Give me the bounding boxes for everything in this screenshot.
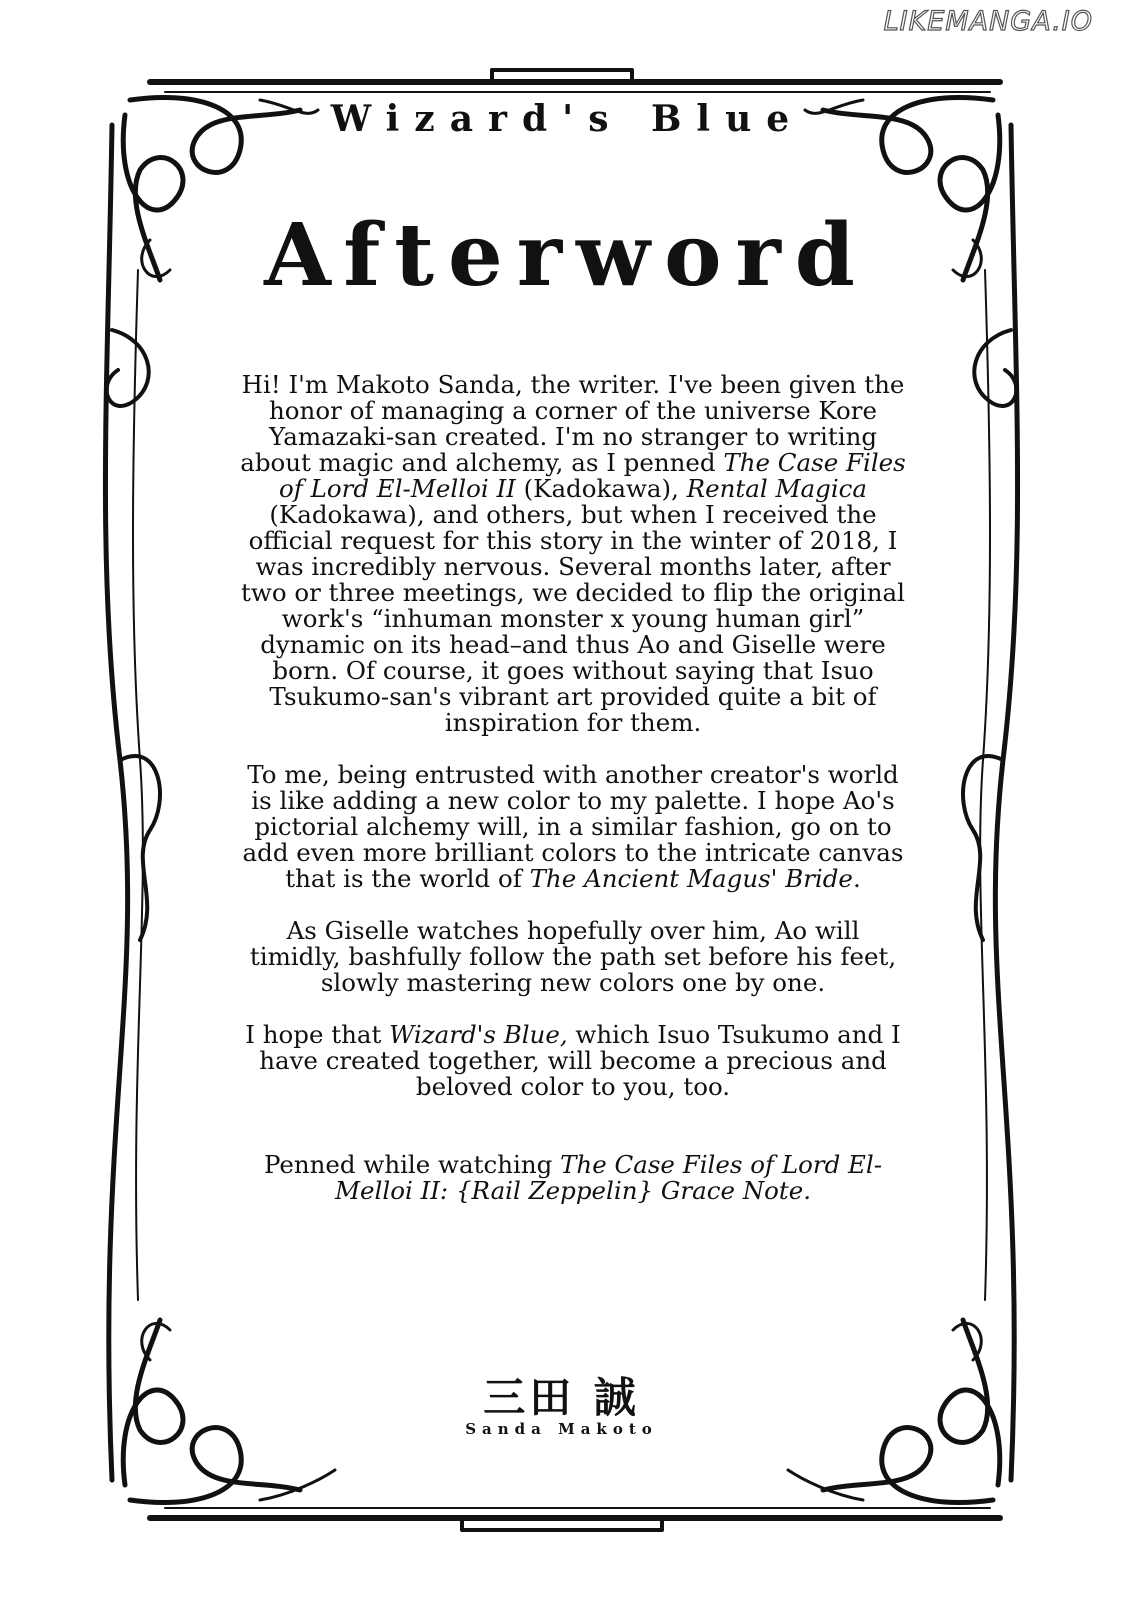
paragraph-1-title-a: The Case Files of Lord El-Melloi II bbox=[279, 448, 906, 503]
paragraph-1-text-b: (Kadokawa), bbox=[515, 474, 687, 503]
paragraph-2-text-a: To me, being entrusted with another creator's world is like adding a new color to my palette. I hope Ao's pictorial alchemy will, in a similar fashion, go on to add even more brilliant colors to the intricate canvas that is the world of bbox=[242, 760, 904, 893]
paragraph-3: As Giselle watches hopefully over him, Ao will timidly, bashfully follow the path set before his feet, slowly mastering new colors one by one. bbox=[249, 916, 897, 997]
paragraph-2 bbox=[240, 762, 906, 892]
paragraph-4-title: Wizard's Blue, bbox=[389, 1020, 568, 1049]
paragraph-2-text-b: . bbox=[852, 864, 861, 893]
page-title: Afterword bbox=[264, 205, 869, 306]
paragraph-5 bbox=[240, 1152, 906, 1204]
series-title: Wizard's Blue bbox=[330, 98, 805, 140]
paragraph-1 bbox=[240, 372, 906, 736]
paragraph-5-text: Penned while watching bbox=[263, 1150, 561, 1179]
author-name-romaji: Sanda Makoto bbox=[465, 1420, 658, 1438]
paragraph-4 bbox=[240, 1022, 906, 1100]
paragraph-5-title: The Case Files of Lord El-Melloi II: {Rail Zeppelin} Grace Note. bbox=[334, 1150, 883, 1205]
paragraph-1-title-b: Rental Magica bbox=[686, 474, 867, 503]
paragraph-1-text-c: (Kadokawa), and others, but when I received the official request for this story in the winter of 2018, I was incredibly nervous. Several months later, after two or three meetings, we decided to flip the original work's “inhuman monster x young human girl” dynamic on its head–and thus Ao and Giselle were born. Of course, it goes without saying that Isuo Tsukumo-san's vibrant art provided quite a bit of inspiration for them. bbox=[241, 500, 905, 737]
site-watermark: LIKEMANGA.IO bbox=[883, 6, 1093, 37]
paragraph-4-text-a: I hope that bbox=[245, 1020, 390, 1049]
paragraph-4-text-b: which Isuo Tsukumo and I have created together, will become a precious and beloved color to you, too. bbox=[259, 1020, 901, 1101]
afterword-body bbox=[240, 372, 906, 1230]
paragraph-1-text-a: Hi! I'm Makoto Sanda, the writer. I've been given the honor of managing a corner of the universe Kore Yamazaki-san created. I'm no stranger to writing about magic and alchemy, as I penned bbox=[240, 370, 905, 477]
paragraph-2-title: The Ancient Magus' Bride bbox=[529, 864, 853, 893]
author-name-japanese: 三田 誠 bbox=[483, 1373, 640, 1422]
